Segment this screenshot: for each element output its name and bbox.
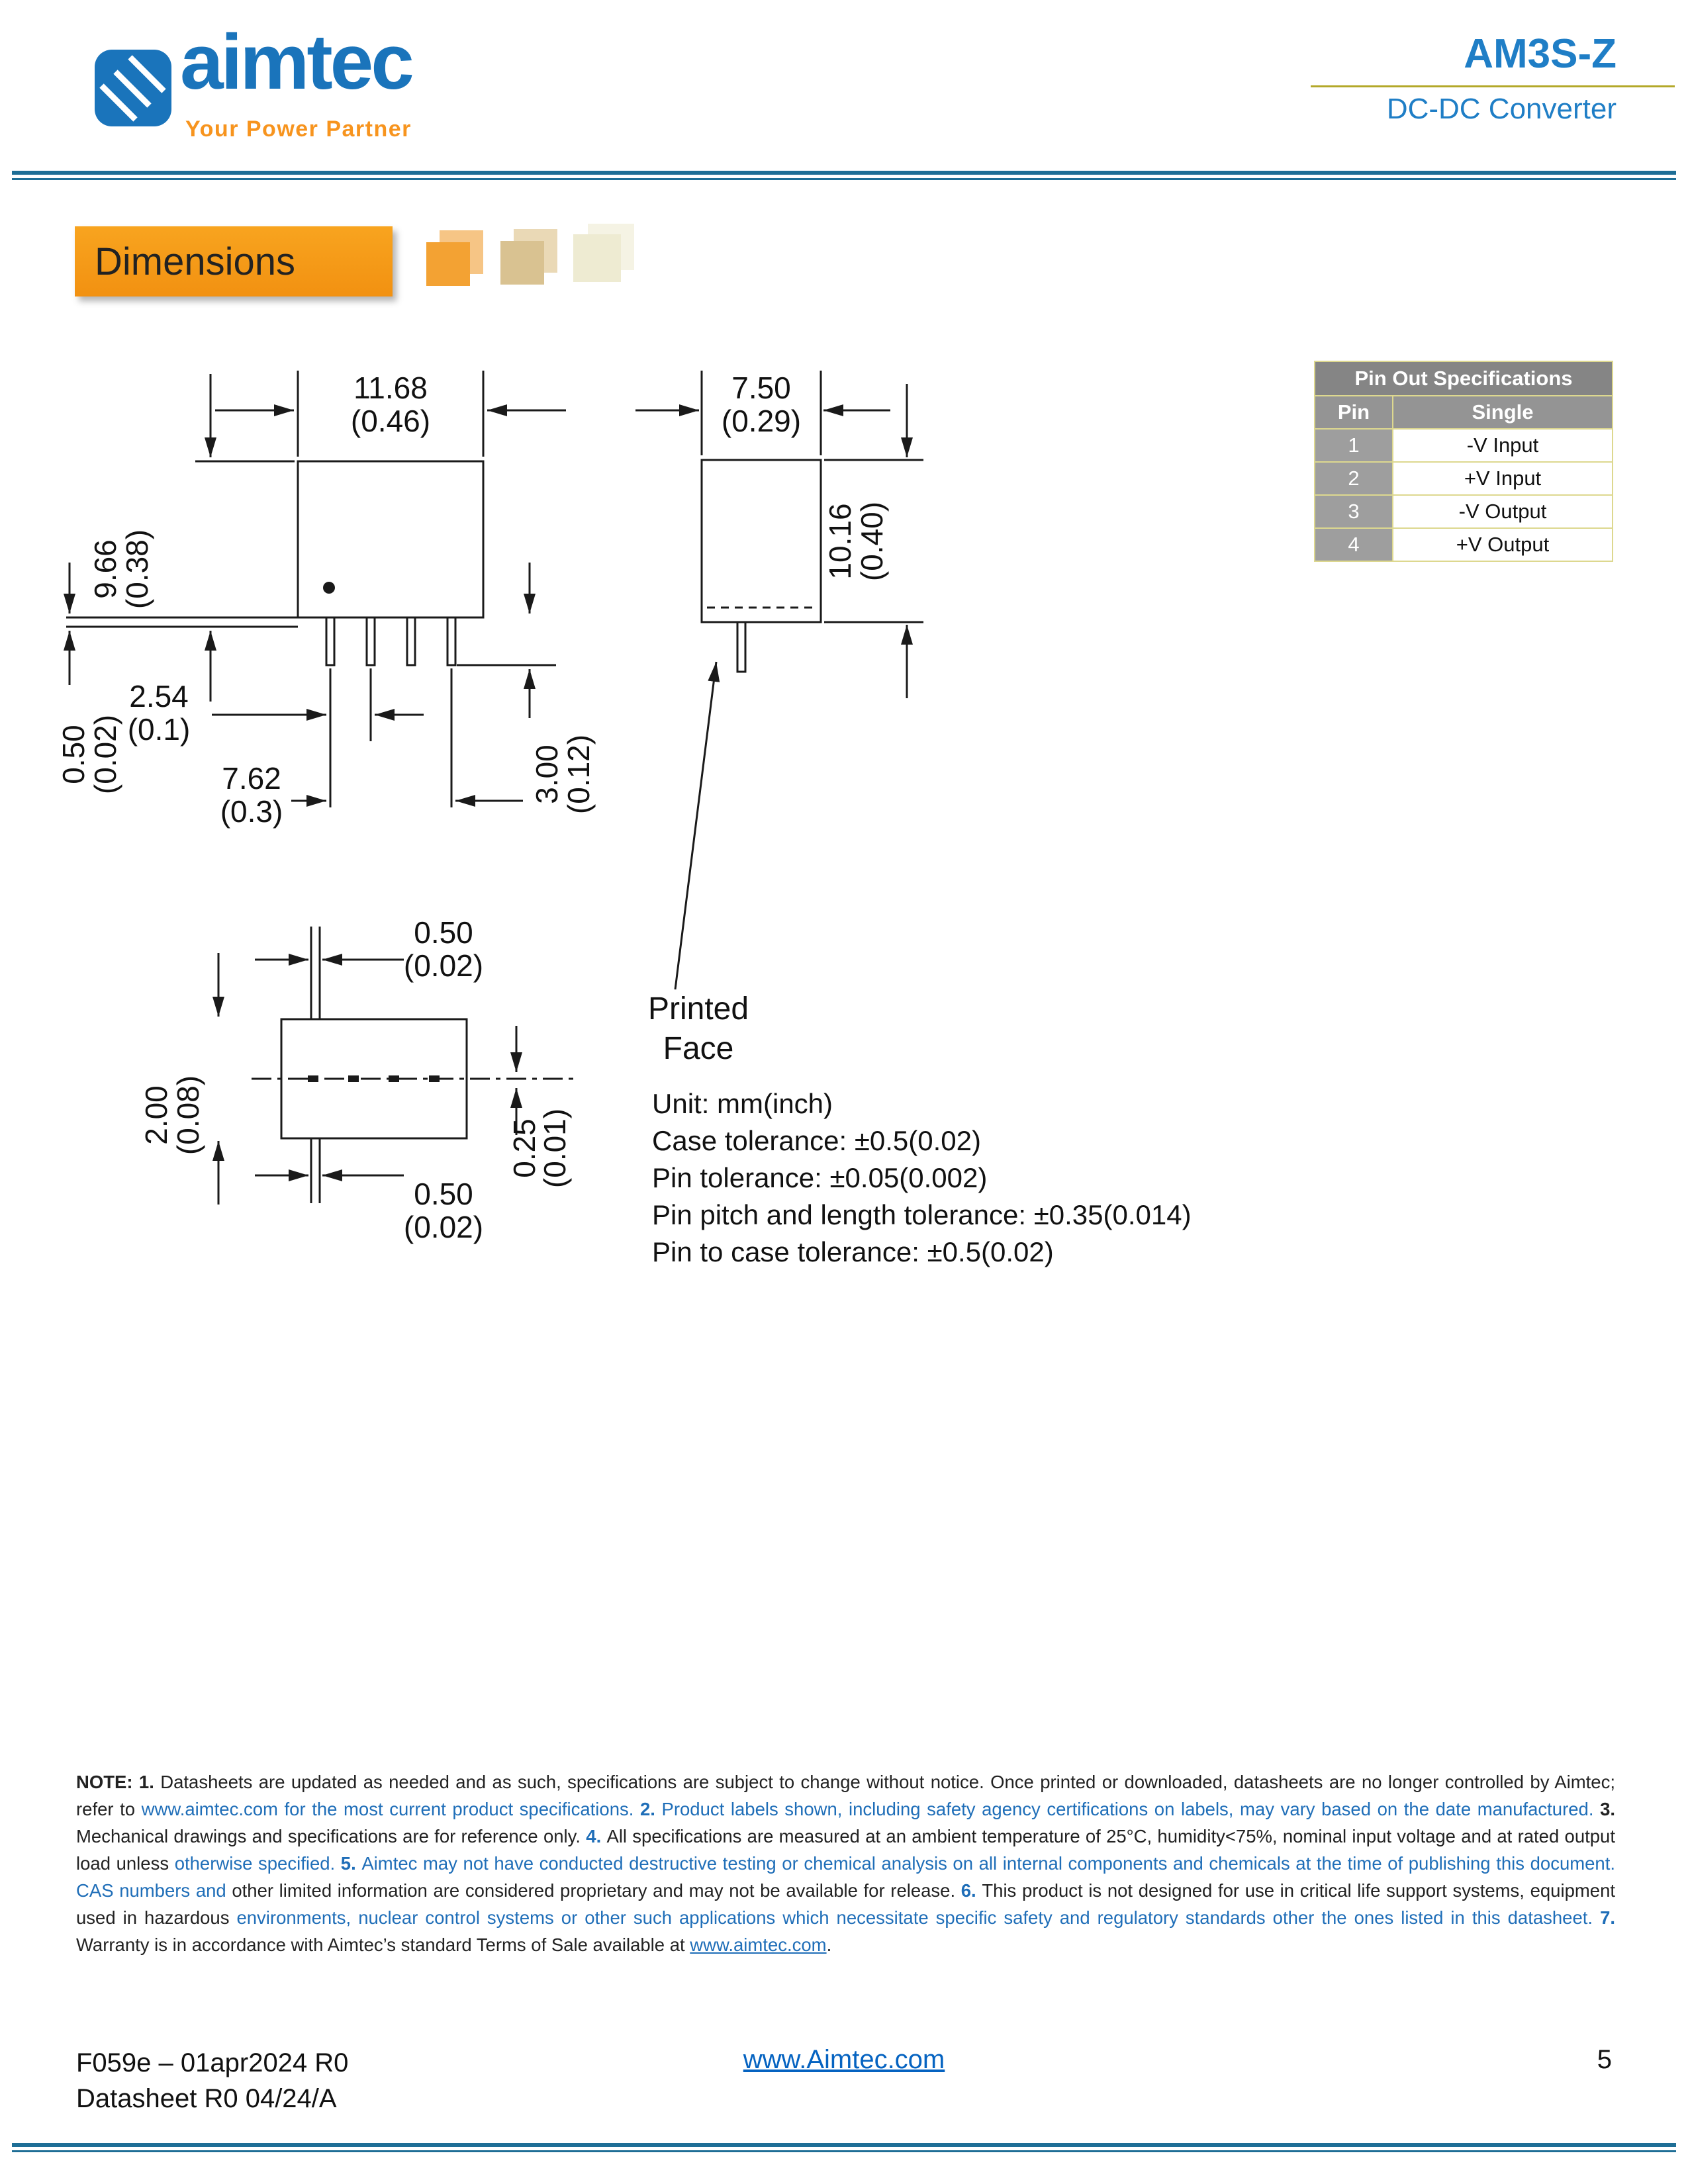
note-segment: Datasheets are updated as needed and as such, specifications are subject to change without notice. Once printed or downloaded, datasheets are no longer controlled by Aimtec; refer to [76, 1772, 1615, 1819]
pin-number: 2 [1315, 463, 1393, 494]
pin-number: 3 [1315, 496, 1393, 527]
note-segment: 5. [340, 1853, 362, 1874]
table-row [1315, 463, 1612, 496]
pinout-table [1314, 361, 1613, 562]
pin-function: +V Input [1464, 467, 1542, 490]
tolerance-line: Pin to case tolerance: ±0.5(0.02) [652, 1236, 1054, 1267]
note-segment: Mechanical drawings and specifications are for reference only. [76, 1826, 586, 1846]
dim-pin-pitch-mm: 2.54 [129, 679, 189, 713]
note-segment: Warranty is in accordance with [76, 1934, 328, 1955]
dim-pin-length-mm: 3.00 [530, 745, 564, 804]
note-segment: NOTE: 1. [76, 1772, 161, 1792]
single-column-header: Single [1472, 400, 1534, 424]
tolerance-line: Pin tolerance: ±0.05(0.002) [652, 1162, 988, 1193]
model-block [1311, 30, 1675, 126]
footer-website-link[interactable]: www.Aimtec.com [743, 2045, 945, 2074]
note-segment: environments, nuclear control systems or other such applications which necessitate specific safety and regulatory standards other the ones listed in this datasheet. [236, 1907, 1601, 1928]
pin [326, 617, 334, 665]
pin-cross-section [389, 1075, 399, 1082]
dim-bottom-pin-width2-mm: 0.50 [414, 1177, 473, 1211]
note-segment: 3. [1600, 1799, 1616, 1819]
footnotes [76, 1768, 1615, 1958]
brand-tagline: Your Power Partner [185, 116, 412, 142]
deco-square [426, 242, 470, 286]
note-segment: 2. [639, 1799, 662, 1819]
dim-pin-thickness-in: (0.01) [538, 1108, 572, 1189]
model-title: AM3S-Z [1311, 30, 1675, 87]
page-number: 5 [1597, 2045, 1612, 2074]
dim-pin-pitch-in: (0.1) [127, 712, 191, 747]
table-row [1315, 430, 1612, 463]
note-segment: 4. [586, 1826, 607, 1846]
dim-bottom-pin-width-in: (0.02) [403, 948, 484, 983]
note-segment: 6. [961, 1880, 982, 1901]
front-view [56, 371, 596, 829]
side-package-outline [702, 460, 821, 622]
pinout-table-header [1315, 396, 1612, 430]
dim-front-height-mm: 9.66 [88, 539, 122, 599]
note-segment: 7. [1600, 1907, 1615, 1928]
tolerance-line: Case tolerance: ±0.5(0.02) [652, 1125, 981, 1156]
dim-front-height-in: (0.38) [120, 529, 154, 610]
brand-wordmark: aimtec [180, 19, 412, 106]
section-title: Dimensions [95, 240, 295, 283]
tolerance-line: Pin pitch and length tolerance: ±0.35(0.014) [652, 1199, 1192, 1230]
model-subtitle: DC-DC Converter [1386, 93, 1617, 125]
document-number: F059e – 01apr2024 R0 [76, 2048, 349, 2077]
dim-side-width-mm: 7.50 [731, 371, 791, 405]
note-segment: Product labels shown, including safety agency certifications on labels, may vary based on the date manufactured. [661, 1799, 1601, 1819]
pin-cross-section [429, 1075, 440, 1082]
pin-cross-section [308, 1075, 318, 1082]
datasheet-revision: Datasheet R0 04/24/A [76, 2084, 337, 2113]
dim-side-width-in: (0.29) [721, 404, 802, 438]
tolerance-line: Unit: mm(inch) [652, 1088, 833, 1119]
pin-function: -V Output [1458, 500, 1547, 523]
pin-function: +V Output [1456, 533, 1550, 556]
pin [367, 617, 375, 665]
pin-number: 4 [1315, 529, 1393, 561]
dim-pin-span-mm: 7.62 [222, 761, 281, 796]
footer-website [0, 2045, 1688, 2075]
note-segment: This product is not designed for use in critical life support systems, equipment used in hazardous [76, 1880, 1616, 1928]
deco-square [500, 241, 544, 285]
side-view [635, 371, 923, 1066]
dim-pin-thickness-mm: 0.25 [507, 1118, 541, 1178]
dim-front-standoff-mm: 0.50 [56, 725, 91, 784]
pin-column-header: Pin [1315, 396, 1393, 428]
dim-front-standoff-in: (0.02) [88, 714, 122, 795]
dim-pin-length-in: (0.12) [561, 734, 596, 815]
pinout-table-title: Pin Out Specifications [1315, 362, 1612, 396]
deco-square [573, 234, 621, 282]
front-package-outline [298, 461, 483, 617]
pin [407, 617, 415, 665]
dim-bottom-offset-mm: 2.00 [139, 1085, 173, 1145]
dim-front-width-mm: 11.68 [353, 371, 428, 405]
pin [737, 622, 745, 672]
tolerance-notes [652, 1085, 1192, 1271]
bottom-view [139, 915, 576, 1244]
note-segment: All specifications are measured at an ambient temperature of 25°C, humidity<75%, nominal input voltage and at rated output load unless [76, 1826, 1615, 1874]
table-row [1315, 529, 1612, 561]
printed-face-label-line2: Face [663, 1031, 734, 1066]
aimtec-logo-icon [93, 48, 173, 132]
dim-pin-span-in: (0.3) [220, 794, 283, 829]
dim-bottom-pin-width2-in: (0.02) [403, 1210, 484, 1244]
dim-side-height-mm: 10.16 [823, 503, 857, 580]
pin-function: -V Input [1466, 433, 1539, 457]
dim-front-width-in: (0.46) [350, 404, 431, 438]
table-row [1315, 496, 1612, 529]
dim-side-height-in: (0.40) [855, 501, 889, 582]
note-segment: Aimtec’s standard Terms of Sale available at [327, 1934, 690, 1955]
section-title-banner [75, 226, 393, 296]
note-segment: other limited information are considered proprietary and may not be available for release. [232, 1880, 961, 1901]
pin-number: 1 [1315, 430, 1393, 461]
top-rule [12, 171, 1676, 180]
pin [447, 617, 455, 665]
note-segment: otherwise specified. [174, 1853, 341, 1874]
note-segment: Aimtec may not have conducted destructive testing or chemical analysis on all internal components and chemicals at the time of publishing this document. CAS numbers and [76, 1853, 1616, 1901]
note-segment: . [826, 1934, 832, 1955]
dim-bottom-pin-width-mm: 0.50 [414, 915, 473, 950]
pin-cross-section [348, 1075, 359, 1082]
bottom-rule [12, 2143, 1676, 2152]
dim-bottom-offset-in: (0.08) [171, 1075, 205, 1156]
printed-face-label-line1: Printed [647, 991, 749, 1026]
pin1-marker-dot [323, 582, 335, 594]
note-segment: www.aimtec.com for the most current product specifications. [141, 1799, 640, 1819]
aimtec-website-link[interactable]: www.aimtec.com [690, 1934, 827, 1955]
